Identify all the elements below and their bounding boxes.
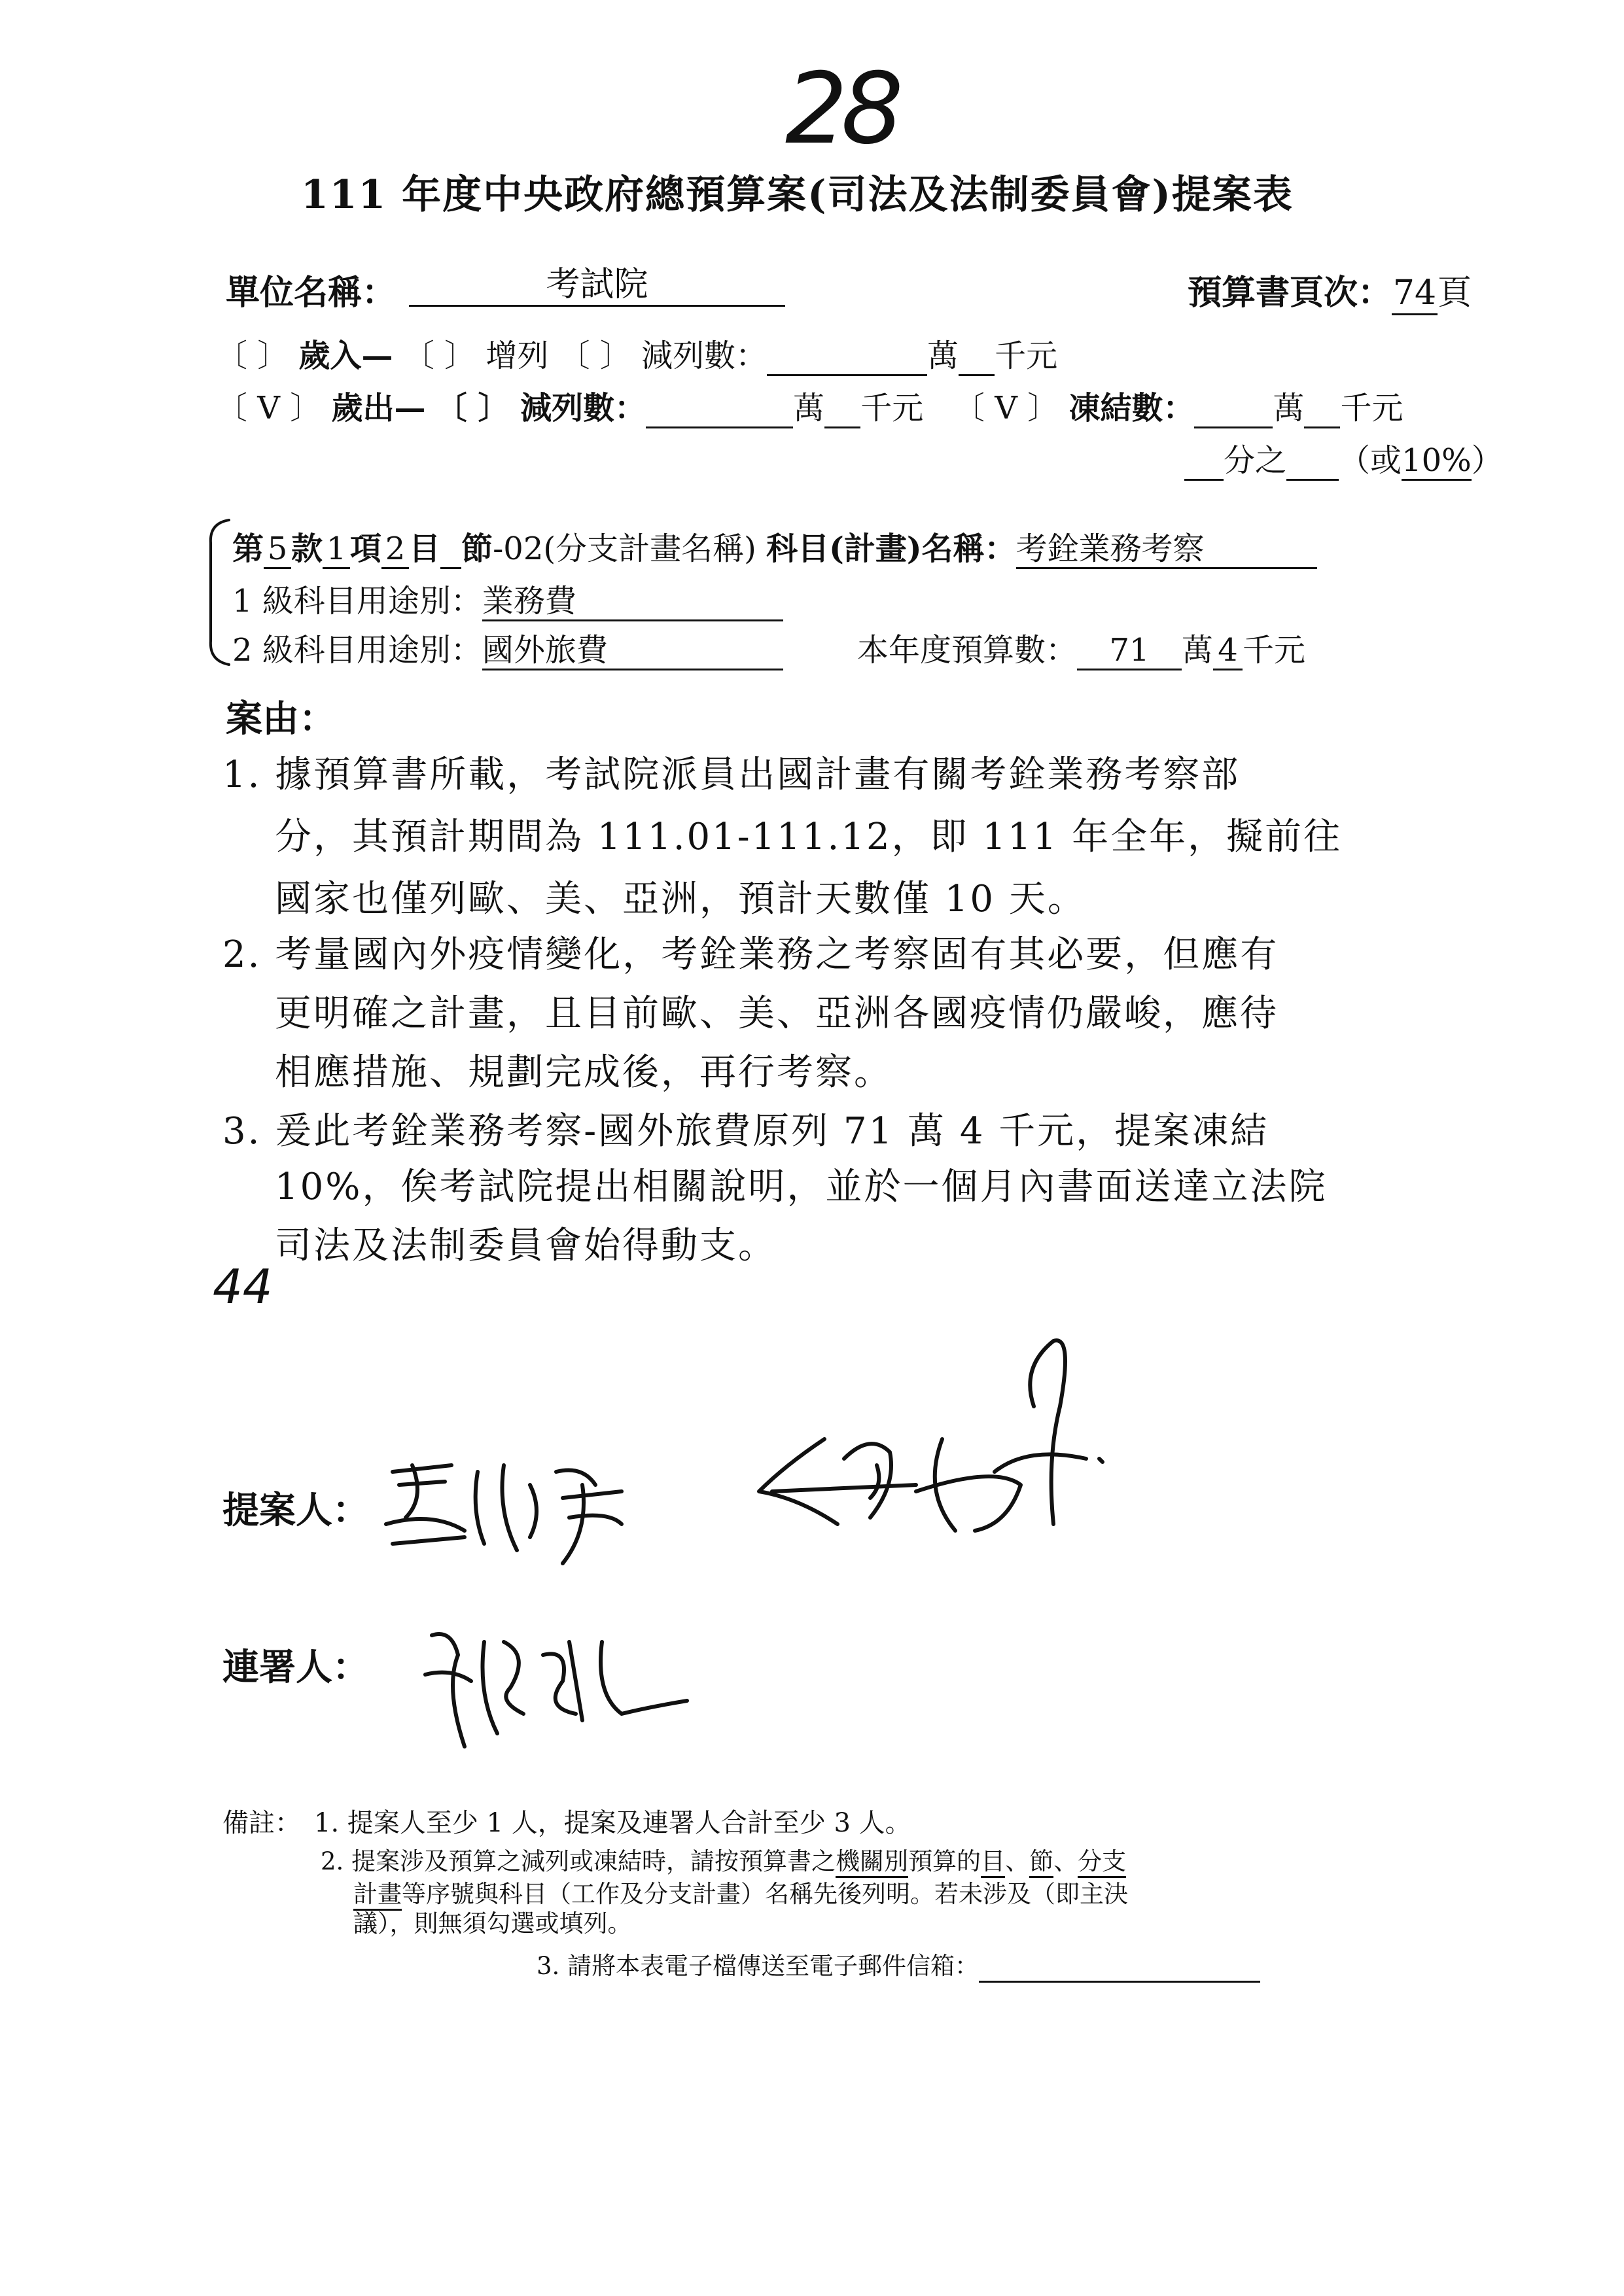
item-row (232, 523, 1317, 569)
expense-wan-blank (646, 391, 793, 428)
revenue-qian: 千元 (995, 338, 1058, 374)
handwritten-side-number: 44 (213, 1259, 273, 1314)
item-mu-number: 2 (381, 531, 409, 569)
note-1: 1. 提案人至少 1 人，提案及連署人合計至少 3 人。 (314, 1808, 911, 1838)
expense-checkbox[interactable]: 〔 V 〕 (216, 390, 322, 426)
reason-line: 2. 考量國內外疫情變化，考銓業務之考察固有其必要，但應有 (222, 933, 1279, 976)
unit-label: 單位名稱： (226, 273, 397, 313)
page-ref-label: 預算書頁次： (1188, 273, 1392, 313)
expense-row (216, 383, 1403, 428)
expense-label: 歲出— (331, 390, 426, 426)
cosigner-signature (412, 1616, 700, 1766)
page-ref-suffix: 頁 (1438, 273, 1472, 313)
item-kuan-number: 5 (264, 531, 291, 569)
note-2-underline: 計畫 (353, 1881, 402, 1911)
subject-value: 考銓業務考察 (1016, 531, 1317, 569)
level2-row (232, 625, 783, 670)
level2-value: 國外旅費 (482, 633, 783, 670)
note-2-underline: 分支 (1078, 1848, 1126, 1878)
revenue-row (216, 330, 1057, 376)
revenue-decrease-option[interactable]: 〔 〕 減列數： (558, 338, 768, 374)
note-2-text: 預算的 (908, 1847, 981, 1875)
note-2-underline: 目 (981, 1848, 1005, 1878)
item-mu: 目 (409, 531, 441, 567)
item-bracket (196, 517, 236, 667)
expense-qian-blank (824, 391, 860, 428)
reason-line: 3. 爰此考銓業務考察-國外旅費原列 71 萬 4 千元，提案凍結 (222, 1110, 1269, 1153)
budget-wan: 萬 (1182, 632, 1214, 669)
freeze-checkbox[interactable]: 〔 V 〕 (953, 390, 1059, 426)
note-2-cont-2: 議），則無須勾選或填列。 (353, 1909, 632, 1938)
reason-heading: 案由： (226, 697, 336, 740)
page-title: 111 年度中央政府總預算案(司法及法制委員會)提案表 (301, 172, 1294, 218)
fraction-row (1184, 435, 1503, 481)
freeze-qian: 千元 (1340, 390, 1403, 426)
freeze-wan: 萬 (1273, 390, 1305, 426)
fraction-fen: 分之 (1224, 442, 1287, 479)
budget-wan-value: 71 (1077, 633, 1182, 670)
reason-line: 司法及法制委員會始得動支。 (275, 1225, 777, 1267)
note-2-text: 等序號與科目（工作及分支計畫）名稱先後列明。若未涉及（即主決 (402, 1880, 1128, 1908)
revenue-checkbox[interactable]: 〔 〕 (216, 338, 289, 374)
reason-line: 分，其預計期間為 111.01-111.12，即 111 年全年，擬前往 (275, 816, 1343, 858)
note-3-text: 3. 請將本表電子檔傳送至電子郵件信箱： (537, 1952, 980, 1980)
revenue-increase-option[interactable]: 〔 〕 增列 (402, 338, 549, 374)
notes-label: 備註： (222, 1808, 301, 1838)
note-3 (537, 1946, 1260, 1983)
item-sub-note: (分支計畫名稱) (543, 531, 756, 567)
reason-line: 國家也僅列歐、美、亞洲，預計天數僅 10 天。 (275, 878, 1086, 920)
item-kuan: 款 (291, 531, 323, 567)
note-2-underline: 節 (1029, 1848, 1053, 1878)
expense-wan: 萬 (793, 390, 825, 426)
proposer-signature-1 (373, 1446, 648, 1576)
item-jie: 節 (461, 531, 493, 567)
item-di: 第 (232, 531, 264, 567)
revenue-wan: 萬 (927, 338, 959, 374)
level2-label: 2 級科目用途別： (232, 632, 482, 669)
proposer-signature-2 (746, 1328, 1112, 1576)
revenue-wan-blank (767, 338, 927, 376)
level1-label: 1 級科目用途別： (232, 583, 482, 619)
freeze-qian-blank (1304, 391, 1340, 428)
budget-label: 本年度預算數： (857, 632, 1078, 669)
fraction-close: ） (1471, 442, 1503, 479)
fraction-percent: 10% (1402, 443, 1472, 481)
item-xiang-number: 1 (323, 531, 350, 569)
note-2-text: 、 (1005, 1847, 1030, 1875)
level1-row (232, 576, 783, 621)
expense-qian: 千元 (860, 390, 924, 426)
reason-line: 相應措施、規劃完成後，再行考察。 (275, 1051, 892, 1094)
item-xiang: 項 (350, 531, 382, 567)
freeze-label: 凍結數： (1068, 390, 1195, 426)
fraction-blank-2 (1286, 443, 1339, 481)
reason-line: 1. 據預算書所載，考試院派員出國計畫有關考銓業務考察部 (222, 754, 1241, 796)
page-ref-value: 74 (1392, 274, 1438, 315)
item-sub: -02 (493, 531, 544, 567)
unit-field (409, 265, 785, 307)
budget-qian-value: 4 (1213, 633, 1243, 670)
reason-line: 10%，俟考試院提出相關說明，並於一個月內書面送達立法院 (275, 1166, 1328, 1208)
revenue-label: 歲入— (298, 338, 393, 374)
budget-qian: 千元 (1243, 632, 1306, 669)
fraction-or: （或 (1339, 442, 1402, 479)
fraction-blank-1 (1184, 443, 1224, 481)
page-reference (1188, 265, 1472, 315)
note-2-text: 2. 提案涉及預算之減列或凍結時，請按預算書之 (321, 1847, 836, 1875)
note-2-text: 、 (1053, 1847, 1078, 1875)
cosigner-label: 連署人： (222, 1646, 369, 1689)
reason-line: 更明確之計畫，且目前歐、美、亞洲各國疫情仍嚴峻，應待 (275, 992, 1279, 1035)
subject-label: 科目(計畫)名稱： (766, 531, 1016, 567)
expense-decrease-option[interactable]: 〔 〕 減列數： (435, 390, 646, 426)
freeze-wan-blank (1194, 391, 1273, 428)
note-2-underline: 機關別 (836, 1848, 908, 1878)
unit-value: 考試院 (409, 266, 785, 307)
budget-row (857, 625, 1305, 670)
revenue-qian-blank (959, 338, 995, 376)
proposer-label: 提案人： (222, 1489, 369, 1532)
level1-value: 業務費 (482, 583, 783, 621)
email-field[interactable] (979, 1953, 1260, 1983)
item-jie-blank (440, 531, 461, 569)
handwritten-page-number: 28 (785, 52, 897, 166)
note-2 (321, 1841, 1126, 1878)
